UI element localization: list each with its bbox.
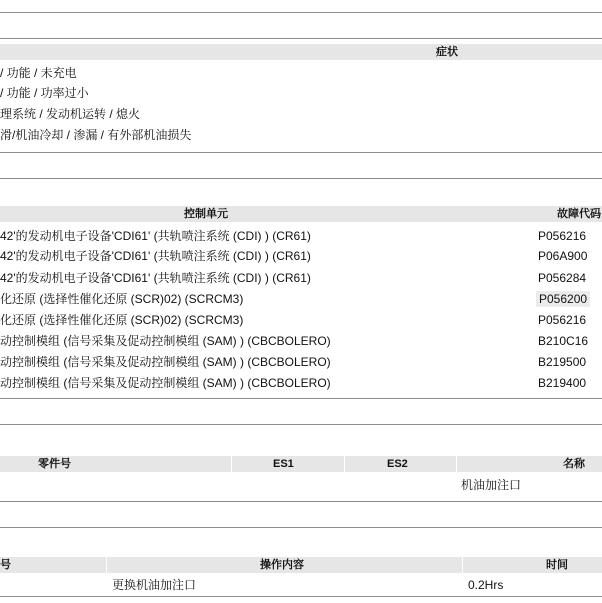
column-separator bbox=[106, 557, 107, 573]
control-unit-column-header: 控制单元 bbox=[184, 208, 228, 220]
column-separator bbox=[456, 456, 457, 472]
control-unit-cell: 动控制模组 (信号采集及促动控制模组 (SAM) ) (CBCBOLERO) bbox=[0, 355, 331, 369]
control-unit-cell: 42'的发动机电子设备'CDI61' (共轨喷注系统 (CDI) ) (CR61) bbox=[0, 229, 311, 243]
column-separator bbox=[231, 456, 232, 472]
fault-code-cell: P06A900 bbox=[538, 249, 588, 263]
control-unit-cell: 化还原 (选择性催化还原 (SCR)02) (SCRCM3) bbox=[0, 313, 244, 327]
es1-column-header: ES1 bbox=[273, 458, 294, 470]
es2-column-header: ES2 bbox=[387, 458, 408, 470]
fault-code-cell: P056216 bbox=[538, 313, 587, 327]
operation-content-cell: 更换机油加注口 bbox=[112, 578, 197, 592]
operation-content-column-header: 操作内容 bbox=[260, 559, 304, 571]
fault-code-cell-selected: P056200 bbox=[536, 291, 590, 307]
symptom-column-header: 症状 bbox=[436, 46, 458, 58]
fault-code-column-header: 故障代码 bbox=[557, 208, 601, 220]
symptoms-header-band bbox=[0, 44, 602, 60]
control-unit-cell: 化还原 (选择性催化还原 (SCR)02) (SCRCM3) bbox=[0, 292, 244, 306]
section-divider bbox=[0, 178, 602, 179]
column-separator bbox=[462, 557, 463, 573]
section-divider bbox=[0, 152, 602, 153]
symptom-row: / 功能 / 未充电 bbox=[0, 66, 77, 80]
part-number-column-header: 零件号 bbox=[38, 458, 71, 470]
control-unit-cell: 动控制模组 (信号采集及促动控制模组 (SAM) ) (CBCBOLERO) bbox=[0, 334, 331, 348]
control-unit-cell: 动控制模组 (信号采集及促动控制模组 (SAM) ) (CBCBOLERO) bbox=[0, 376, 331, 390]
symptom-row: 滑/机油冷却 / 渗漏 / 有外部机油损失 bbox=[0, 128, 192, 142]
section-divider-top bbox=[0, 12, 602, 13]
section-divider bbox=[0, 501, 602, 502]
column-separator bbox=[344, 456, 345, 472]
fault-code-cell: P056284 bbox=[538, 271, 587, 285]
section-divider bbox=[0, 38, 602, 39]
control-unit-cell: 42'的发动机电子设备'CDI61' (共轨喷注系统 (CDI) ) (CR61) bbox=[0, 249, 311, 263]
section-divider-bottom bbox=[0, 596, 602, 597]
fault-code-cell: P056216 bbox=[538, 229, 587, 243]
part-name-column-header: 名称 bbox=[563, 458, 585, 470]
fault-code-cell: B219400 bbox=[538, 376, 587, 390]
time-cell: 0.2Hrs bbox=[468, 578, 504, 592]
part-name-cell: 机油加注口 bbox=[461, 478, 522, 492]
fault-codes-header-band bbox=[0, 206, 602, 222]
time-column-header: 时间 bbox=[546, 559, 568, 571]
fault-code-cell: B210C16 bbox=[538, 334, 589, 348]
section-divider bbox=[0, 527, 602, 528]
symptom-row: 理系统 / 发动机运转 / 熄火 bbox=[0, 107, 141, 121]
control-unit-cell: 42'的发动机电子设备'CDI61' (共轨喷注系统 (CDI) ) (CR61) bbox=[0, 271, 311, 285]
symptom-row: / 功能 / 功率过小 bbox=[0, 86, 89, 100]
section-divider bbox=[0, 398, 602, 399]
operation-number-column-header: 号 bbox=[0, 559, 11, 571]
fault-code-cell: B219500 bbox=[538, 355, 587, 369]
parts-header-band bbox=[0, 456, 602, 472]
section-divider bbox=[0, 424, 602, 425]
